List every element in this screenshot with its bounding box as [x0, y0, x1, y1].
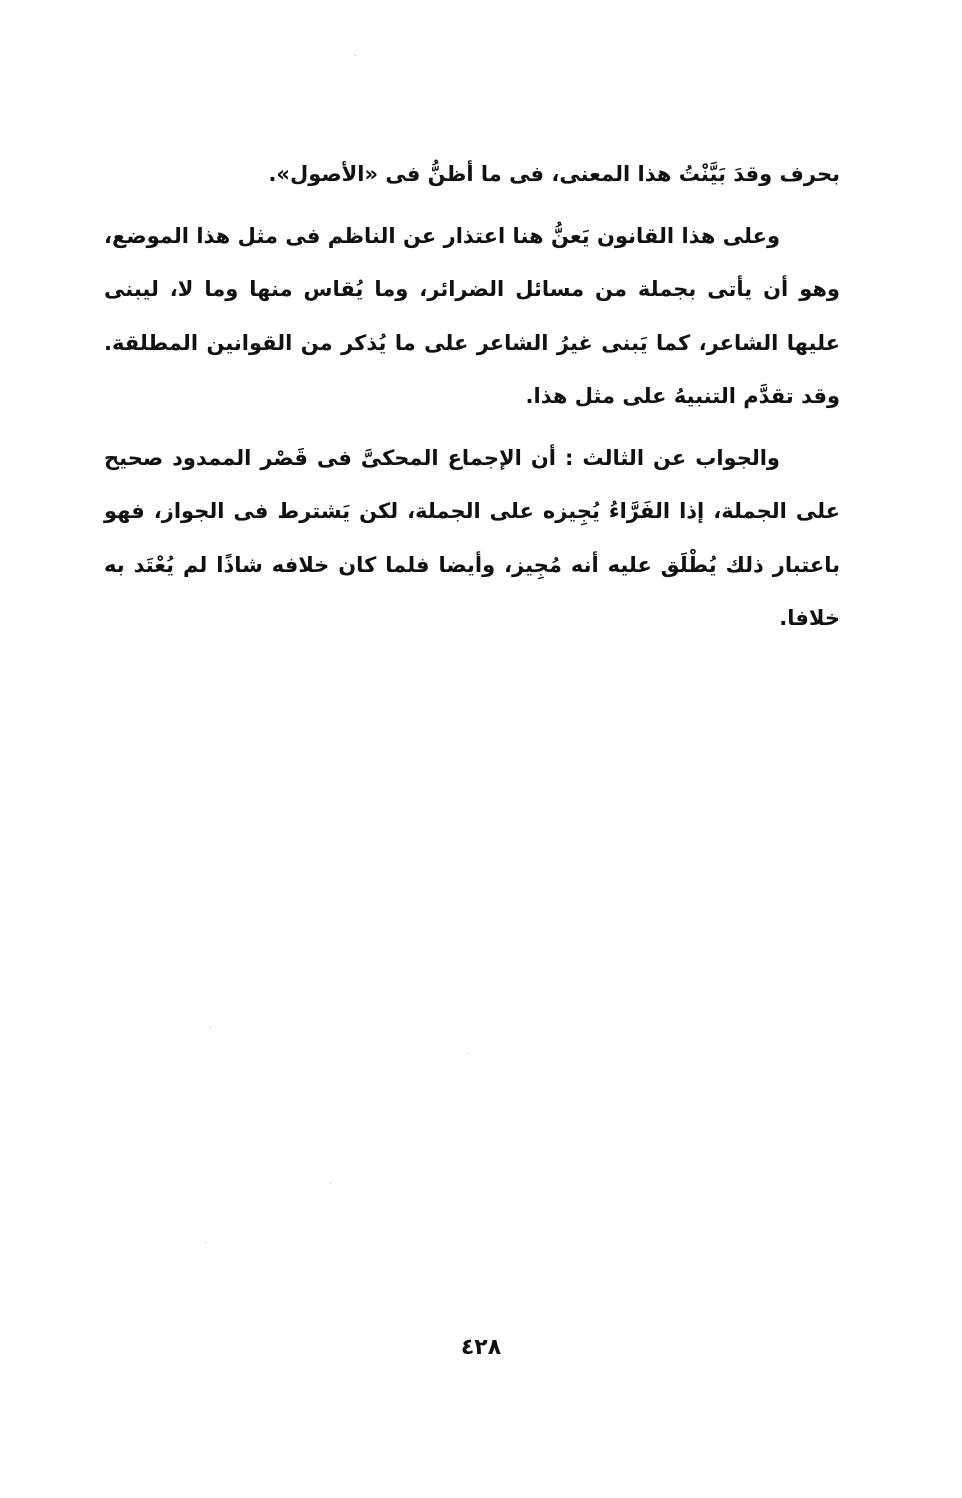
- scan-speck: [210, 1027, 211, 1028]
- paragraph-2: وعلى هذا القانون يَعنُّ هنا اعتذار عن الناظم فى مثل هذا الموضع، وهو أن يأتى بجملة من مسائل الضرائر، وما يُقاس منها وما لا، ليبنى عليها الشاعر، كما يَبنى غيرُ الشاعر على ما يُذكر من القوانين المطلقة. وقد تقدَّم التنبيهُ على مثل هذا.: [104, 223, 840, 408]
- body-text: [104, 148, 840, 646]
- page-number: ٤٢٨: [460, 1335, 502, 1360]
- scan-speck: [468, 1053, 469, 1054]
- paragraph-3: والجواب عن الثالث : أن الإجماع المحكىَّ فى قَصْر الممدود صحيح على الجملة، إذا الفَرَّاءُ يُجِيزه على الجملة، لكن يَشترط فى الجواز، فهو باعتبار ذلك يُطْلَق عليه أنه مُجِيز، وأيضا فلما كان خلافه شاذًا لم يُعْتَد به خلافا.: [104, 445, 840, 630]
- scan-speck: [330, 1183, 331, 1184]
- scan-speck: [355, 55, 356, 56]
- scan-speck: [205, 1242, 206, 1243]
- paragraph-1: بحرف وقدَ بَيَّنْتُ هذا المعنى، فى ما أظنُّ فى «الأصول».: [268, 162, 840, 186]
